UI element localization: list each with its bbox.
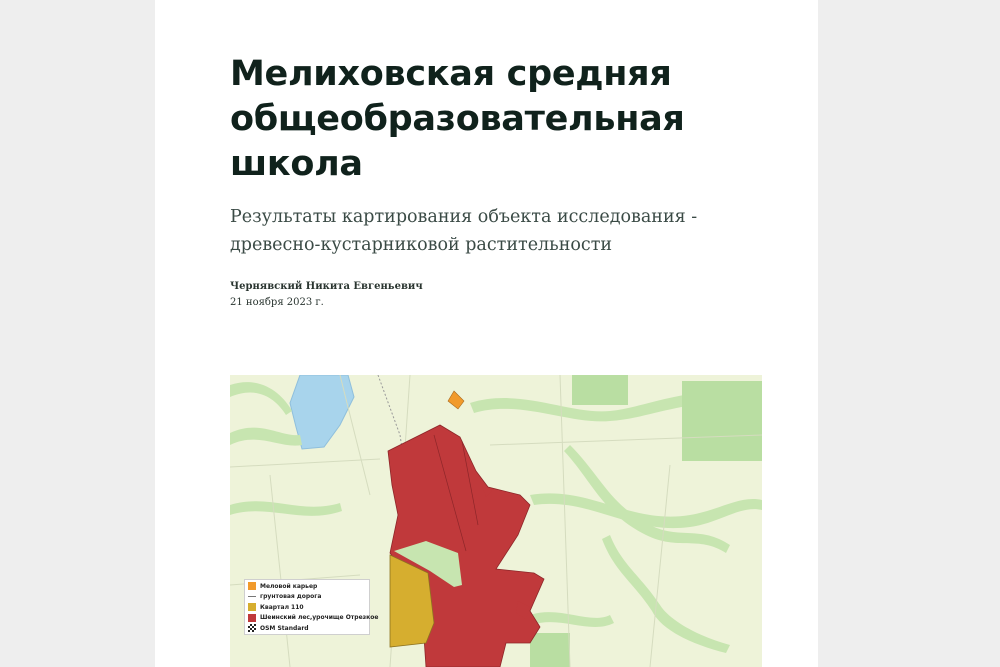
legend-item-dirt-road — [248, 592, 366, 603]
article-page — [155, 0, 818, 667]
legend-item-osm — [248, 623, 366, 634]
quarry-swatch — [248, 582, 256, 590]
road-swatch — [248, 596, 256, 597]
forest-patch — [572, 375, 628, 405]
vegetation-map[interactable] — [230, 375, 762, 667]
legend-label: Шеинский лес,урочище Отрезкое — [260, 614, 379, 622]
author-name: Чернявский Никита Евгеньевич — [230, 281, 423, 292]
legend-item-forest — [248, 613, 379, 624]
legend-item-quarter — [248, 602, 366, 613]
quarter-swatch — [248, 603, 256, 611]
map-legend — [244, 579, 379, 635]
forest-patch — [682, 381, 762, 461]
legend-item-quarry — [248, 581, 366, 592]
forest-patch — [530, 633, 570, 667]
article-subtitle: Результаты картирования объекта исследования - древесно-кустарниковой растительности — [230, 207, 698, 255]
legend-label: OSM Standard — [260, 624, 309, 632]
forest-swatch — [248, 614, 256, 622]
legend-label: Квартал 110 — [260, 603, 304, 611]
osm-swatch — [248, 624, 256, 632]
legend-label: грунтовая дорога — [260, 593, 322, 601]
publish-date: 21 ноября 2023 г. — [230, 297, 324, 308]
article-title: Мелиховская средняя общеобразовательная школа — [230, 54, 685, 184]
legend-label: Меловой карьер — [260, 582, 318, 590]
